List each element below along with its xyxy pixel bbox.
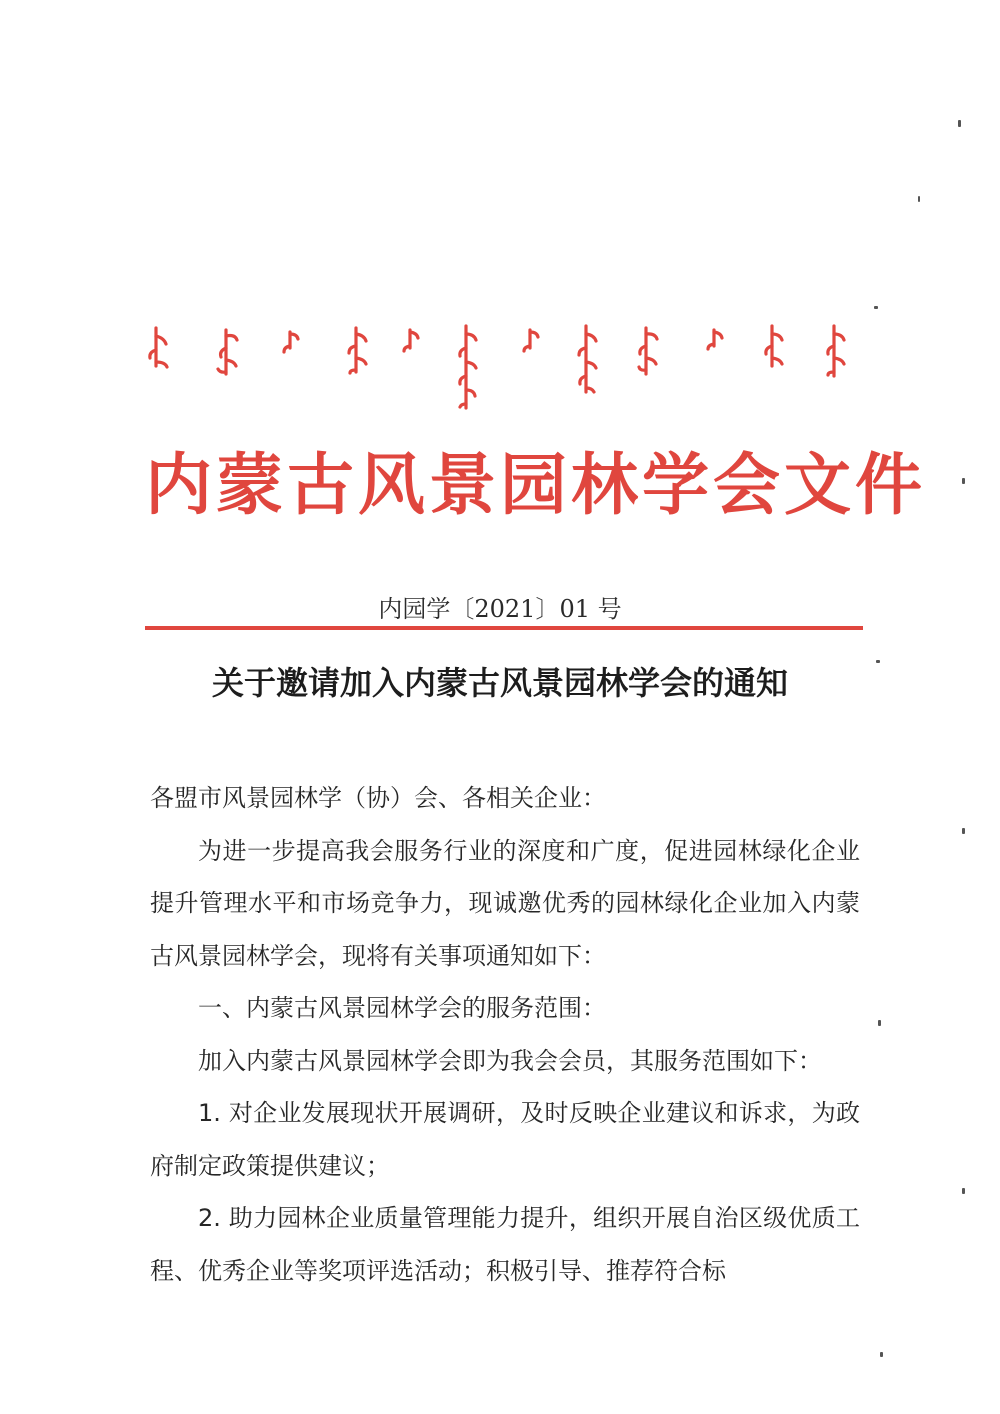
scan-speck xyxy=(874,306,878,309)
body-paragraph: 为进一步提高我会服务行业的深度和广度，促进园林绿化企业提升管理水平和市场竞争力，现诚邀优秀的园林绿化企业加入内蒙古风景园林学会，现将有关事项通知如下： xyxy=(150,836,860,970)
mongolian-script-header xyxy=(148,322,848,422)
list-item: 1. 对企业发展现状开展调研，及时反映企业建议和诉求，为政府制定政策提供建议； xyxy=(150,1099,860,1180)
body-paragraph: 加入内蒙古风景园林学会即为我会会员，其服务范围如下： xyxy=(198,1046,822,1075)
scan-speck xyxy=(876,660,880,663)
addressee-line: 各盟市风景园林学（协）会、各相关企业： xyxy=(150,784,606,812)
scan-speck xyxy=(918,196,920,202)
list-item: 2. 助力园林企业质量管理能力提升，组织开展自治区级优质工程、优秀企业等奖项评选活动；积极引导、推荐符合标 xyxy=(150,1204,860,1285)
organization-title: 内蒙古风景园林学会文件 xyxy=(145,445,926,524)
scan-speck xyxy=(958,120,961,127)
document-body xyxy=(150,772,860,1297)
section-heading: 一、内蒙古风景园林学会的服务范围： xyxy=(198,994,606,1022)
document-number: 内园学〔2021〕01 号 xyxy=(378,595,622,623)
notice-title: 关于邀请加入内蒙古风景园林学会的通知 xyxy=(211,664,788,702)
scan-speck xyxy=(962,478,965,484)
scan-speck xyxy=(962,828,965,834)
scan-speck xyxy=(878,1020,881,1026)
red-divider-line xyxy=(145,626,863,630)
scan-speck xyxy=(962,1188,965,1194)
scan-speck xyxy=(880,1352,883,1357)
